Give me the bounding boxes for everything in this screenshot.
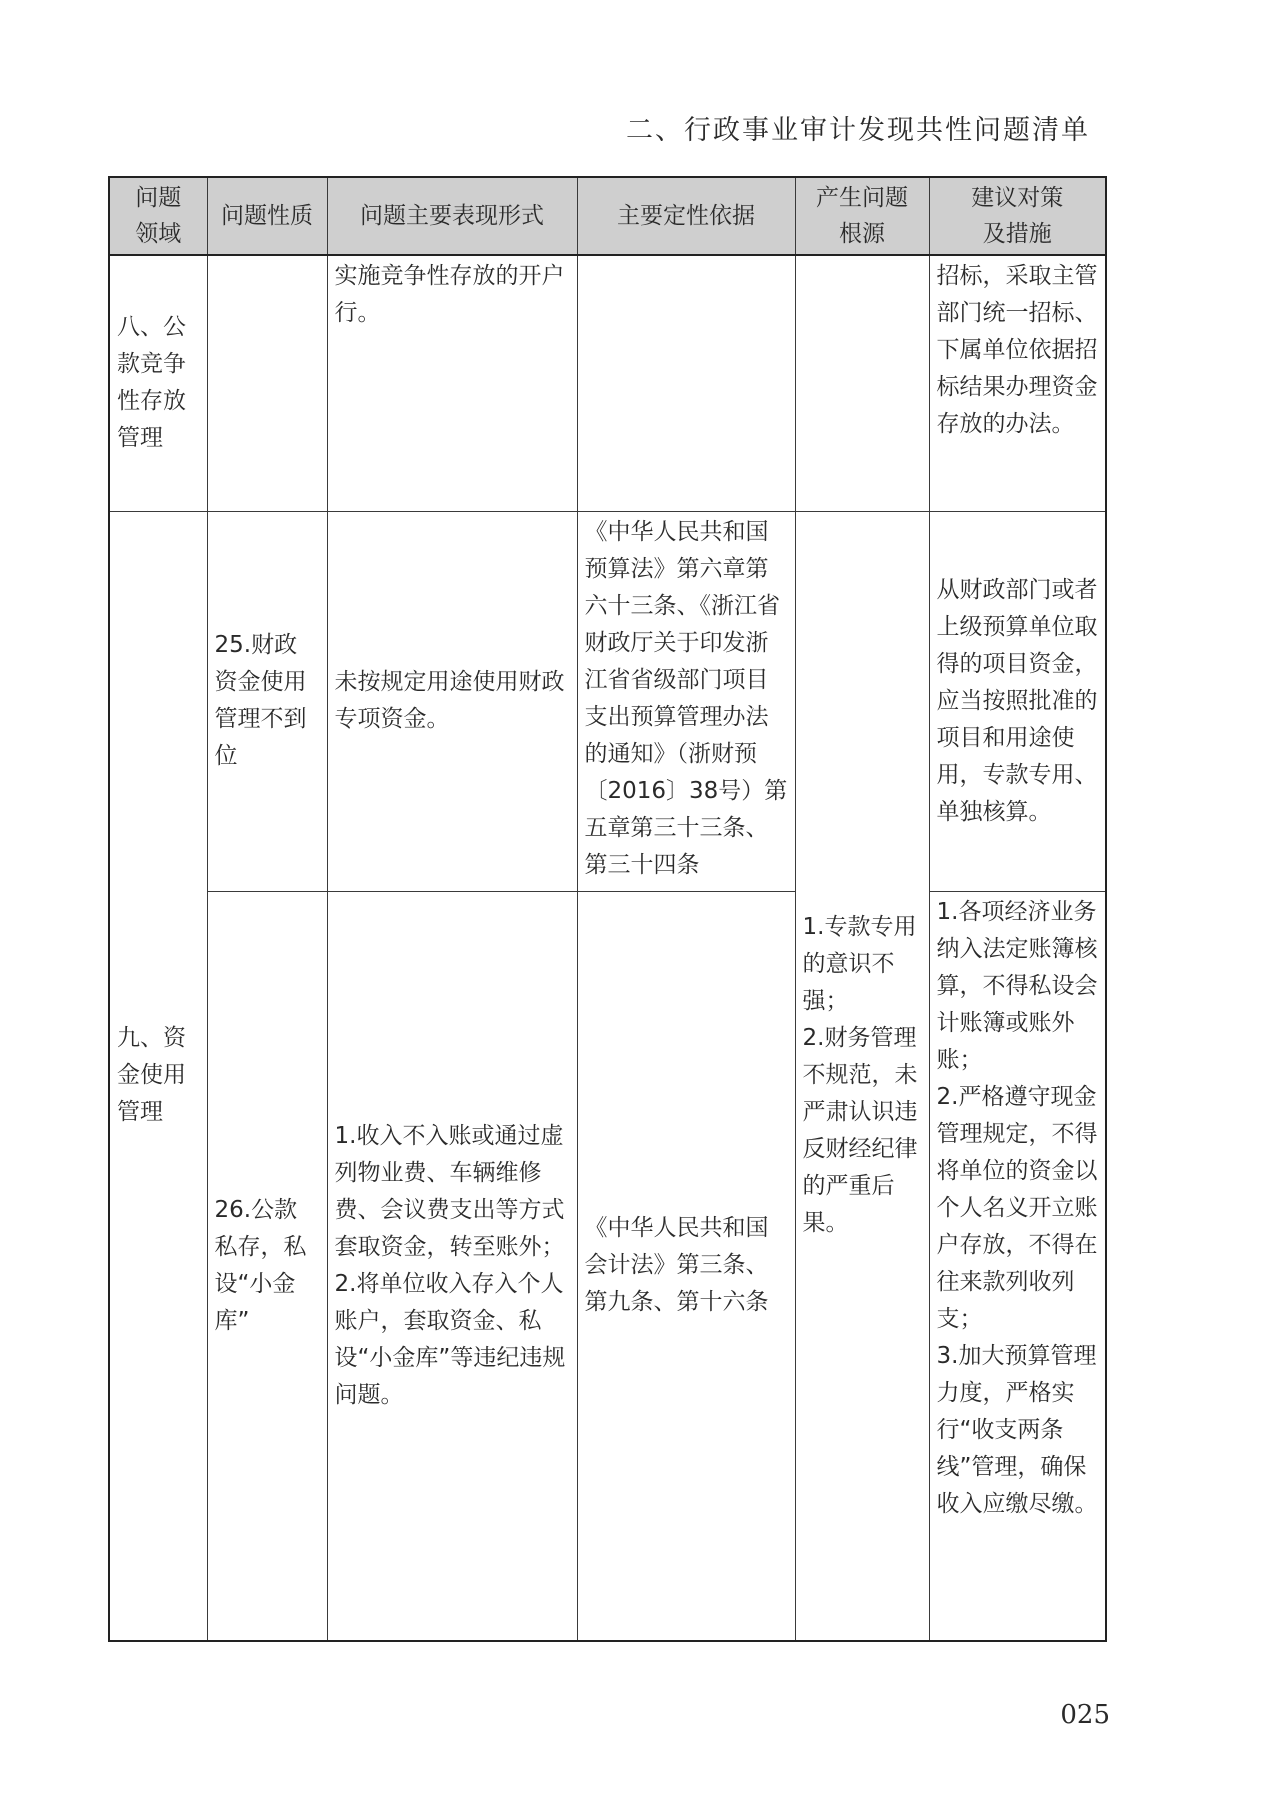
suggestion-cell-item-26: 1.各项经济业务纳入法定账簿核算，不得私设会计账簿或账外账； 2.严格遵守现金管理规定，不得将单位的资金以个人名义开立账户存放，不得在往来款列收列支； 3.加大预算管理力度，严格实行“收支两条线”管理，确保收入应缴尽缴。 — [929, 891, 1106, 1641]
column-header-suggestion: 建议对策 及措施 — [929, 177, 1106, 255]
area-cell-section-9: 九、资金使用管理 — [109, 511, 207, 1641]
manifestation-cell-section-8: 实施竞争性存放的开户行。 — [327, 255, 577, 511]
root-cause-cell-section-8 — [795, 255, 929, 511]
table-row-item-25 — [109, 511, 1106, 891]
column-header-nature: 问题性质 — [207, 177, 327, 255]
page-header-title: 二、行政事业审计发现共性问题清单 — [626, 115, 1090, 146]
basis-cell-item-26: 《中华人民共和国会计法》第三条、第九条、第十六条 — [577, 891, 795, 1641]
suggestion-cell-section-8: 招标，采取主管部门统一招标、下属单位依据招标结果办理资金存放的办法。 — [929, 255, 1106, 511]
audit-issues-table — [108, 176, 1107, 1642]
nature-cell-section-8 — [207, 255, 327, 511]
manifestation-cell-item-25: 未按规定用途使用财政专项资金。 — [327, 511, 577, 891]
column-header-manifestation: 问题主要表现形式 — [327, 177, 577, 255]
column-header-basis: 主要定性依据 — [577, 177, 795, 255]
column-header-root-cause: 产生问题 根源 — [795, 177, 929, 255]
nature-cell-item-25: 25.财政资金使用管理不到位 — [207, 511, 327, 891]
basis-cell-item-25: 《中华人民共和国预算法》第六章第六十三条、《浙江省财政厅关于印发浙江省省级部门项目支出预算管理办法的通知》（浙财预〔2016〕38号）第五章第三十三条、第三十四条 — [577, 511, 795, 891]
table-row-item-26 — [109, 891, 1106, 1641]
page-number: 025 — [1060, 1700, 1110, 1730]
suggestion-cell-item-25: 从财政部门或者上级预算单位取得的项目资金，应当按照批准的项目和用途使用，专款专用、单独核算。 — [929, 511, 1106, 891]
manifestation-cell-item-26: 1.收入不入账或通过虚列物业费、车辆维修费、会议费支出等方式套取资金，转至账外； 2.将单位收入存入个人账户，套取资金、私设“小金库”等违纪违规问题。 — [327, 891, 577, 1641]
basis-cell-section-8 — [577, 255, 795, 511]
nature-cell-item-26: 26.公款私存，私设“小金库” — [207, 891, 327, 1641]
area-cell-section-8: 八、公款竞争性存放管理 — [109, 255, 207, 511]
root-cause-cell-section-9: 1.专款专用的意识不强； 2.财务管理不规范，未严肃认识违反财经纪律的严重后果。 — [795, 511, 929, 1641]
table-row-section-8 — [109, 255, 1106, 511]
column-header-area: 问题 领域 — [109, 177, 207, 255]
table-header-row — [109, 177, 1106, 255]
